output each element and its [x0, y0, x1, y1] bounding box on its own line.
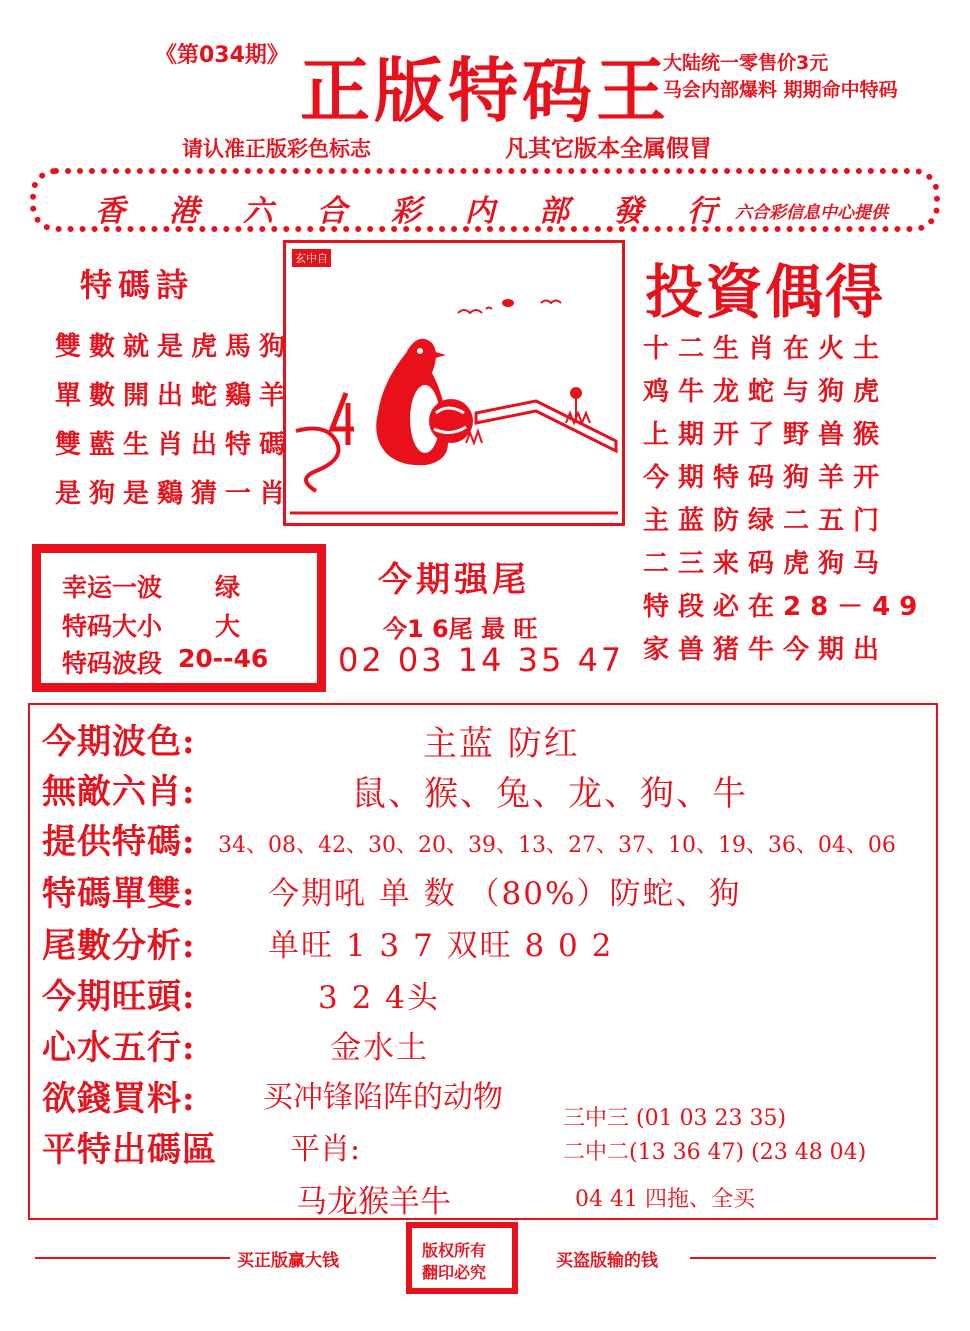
issue-number: 《第034期》 [155, 43, 289, 68]
buy-info-value: 买冲锋陷阵的动物 [263, 1080, 503, 1115]
tail-analysis-label: 尾數分析: [42, 926, 196, 966]
tail-analysis-value: 单旺 1 3 7 双旺 8 0 2 [268, 928, 614, 964]
footer-left-text: 买正版赢大钱 [237, 1251, 339, 1271]
invest-line: 十二生肖在火土 [643, 334, 889, 364]
four-drag: 04 41 四拖、全买 [575, 1187, 755, 1212]
lucky-wave-value: 绿 [215, 573, 241, 602]
odd-even-value: 今期吼 单 数 （80%）防蛇、狗 [268, 876, 742, 912]
special-numbers-label: 提供特碼: [42, 822, 196, 862]
invest-line: 家兽猪牛今期出 [643, 635, 889, 665]
poem-title: 特碼詩 [80, 266, 195, 304]
lucky-size-label: 特码大小 [62, 612, 163, 641]
flat-zone-label: 平特出碼區 [42, 1130, 217, 1170]
invest-line: 鸡牛龙蛇与狗虎 [643, 377, 889, 407]
five-elements-label: 心水五行: [42, 1028, 196, 1068]
buy-info-label: 欲錢買料: [42, 1079, 196, 1119]
poem-line: 雙數就是虎馬狗 [55, 332, 294, 362]
lucky-range-label: 特码波段 [62, 649, 163, 678]
picture-label: 玄中自 [292, 249, 331, 267]
head-value: 3 2 4头 [318, 980, 440, 1016]
authenticity-right: 凡其它版本全属假冒 [505, 136, 712, 162]
authenticity-left: 请认准正版彩色标志 [182, 137, 371, 161]
footer-right-text: 买盗版输的钱 [556, 1251, 658, 1271]
lucky-wave-label: 幸运一波 [62, 573, 163, 602]
copyright-line1: 版权所有 [422, 1241, 487, 1260]
special-numbers-value: 34、08、42、30、20、39、13、27、37、10、19、36、04、06 [218, 833, 896, 858]
odd-even-label: 特碼單雙: [42, 874, 196, 914]
footer-divider-right [690, 1257, 936, 1259]
invest-line: 二三来码虎狗马 [643, 549, 889, 579]
copyright-line2: 翻印必究 [422, 1263, 487, 1282]
strong-tail-title: 今期强尾 [378, 560, 530, 600]
poem-line: 雙藍生肖出特碼 [55, 430, 294, 460]
flat-zodiac-value: 马龙猴羊牛 [296, 1184, 451, 1220]
three-of-three: 三中三 (01 03 23 35) [563, 1106, 787, 1131]
lucky-range-value: 20--46 [178, 644, 269, 673]
wave-color-value: 主蓝 防红 [423, 724, 580, 764]
six-zodiac-value: 鼠、猴、兔、龙、狗、牛 [352, 774, 748, 814]
poem-line: 單數開出蛇鷄羊 [55, 381, 294, 411]
invest-line: 上期开了野兽猴 [643, 420, 889, 450]
penguin-picture [283, 240, 625, 526]
flat-zodiac-label: 平肖: [290, 1132, 361, 1167]
lucky-size-value: 大 [215, 612, 241, 641]
two-of-two: 二中二(13 36 47) (23 48 04) [563, 1140, 867, 1165]
invest-line: 主蓝防绿二五门 [643, 506, 889, 536]
five-elements-value: 金水土 [330, 1030, 429, 1066]
page-title: 正版特码王 [300, 49, 670, 132]
invest-line: 今期特码狗羊开 [643, 463, 889, 493]
poem-line: 是狗是鷄猜一肖 [55, 479, 294, 509]
banner-text: 香港六合彩内部發行 [95, 194, 761, 229]
banner-provider: 六合彩信息中心提供 [735, 203, 888, 223]
six-zodiac-label: 無敵六肖: [42, 772, 196, 812]
invest-title: 投資偶得 [645, 258, 886, 326]
wave-color-label: 今期波色: [42, 722, 196, 762]
strong-tail-numbers: 02 03 14 35 47 [338, 641, 625, 679]
price-text: 大陆统一零售价3元 [663, 52, 829, 74]
head-label: 今期旺頭: [42, 977, 196, 1017]
strong-tail-sub: 今1 6尾 最 旺 [383, 615, 538, 643]
invest-line: 特段必在28－49 [643, 592, 927, 622]
penguin-illustration [286, 243, 622, 523]
tagline-text: 马会内部爆料 期期命中特码 [663, 79, 898, 101]
footer-divider-left [35, 1257, 230, 1259]
